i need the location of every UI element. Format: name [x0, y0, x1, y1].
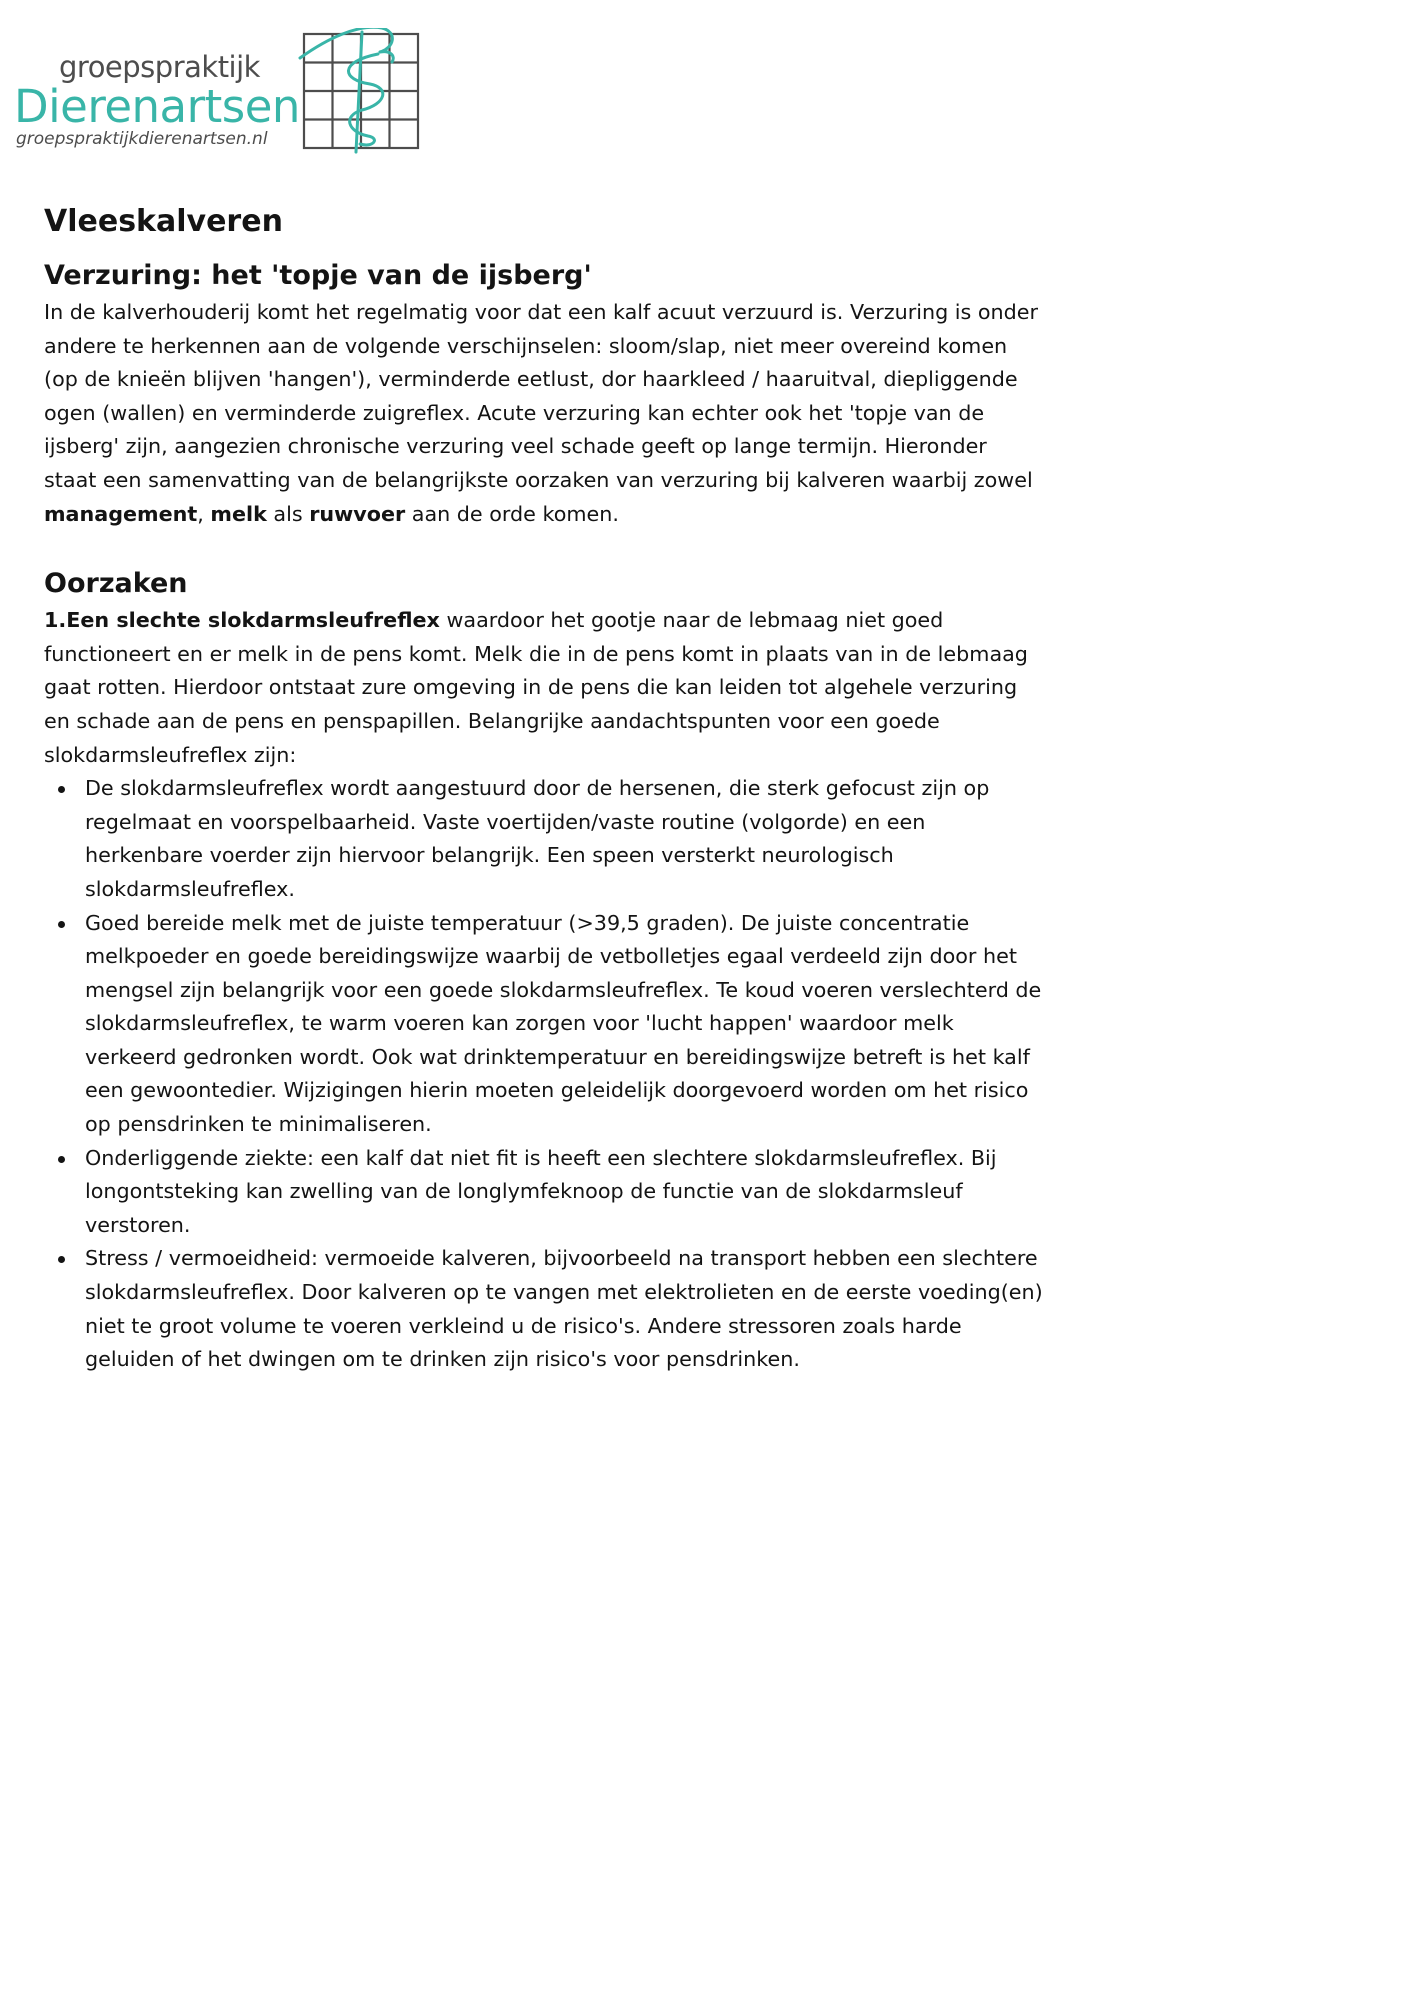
- logo: [12, 28, 422, 160]
- list-item: Stress / vermoeidheid: vermoeide kalveren, bijvoorbeeld na transport hebben een slechtere slokdarmsleufreflex. Door kalveren op te vangen met elektrolieten en de eerste voeding(en) niet te groot volume te voeren verkleind u de risico's. Andere stressoren zoals harde geluiden of het dwingen om te drinken zijn risico's voor pensdrinken.: [85, 1242, 1044, 1376]
- logo-line2: Dierenartsen: [14, 80, 300, 133]
- cause-1-paragraph: [44, 604, 1044, 772]
- intro-separator: ,: [197, 501, 211, 526]
- document-body: [44, 202, 1044, 1377]
- logo-line1: groepspraktijk: [59, 50, 260, 84]
- intro-end: aan de orde komen.: [405, 501, 619, 526]
- logo-url: groepspraktijkdierenartsen.nl: [16, 129, 268, 149]
- intro-paragraph: [44, 296, 1044, 531]
- cause-1-text: waardoor het gootje naar de lebmaag niet goed functioneert en er melk in de pens komt. Melk die in de pens komt in plaats van in de lebmaag gaat rotten. Hierdoor ontstaat zure omgeving in de pens die kan leiden tot algehele verzuring en schade aan de pens en penspapillen. Belangrijke aandachtspunten voor een goede slokdarmsleufreflex zijn:: [44, 608, 1028, 767]
- intro-text: In de kalverhouderij komt het regelmatig voor dat een kalf acuut verzuurd is. Verzuring is onder andere te herkennen aan de volgende verschijnselen: sloom/slap, niet meer overeind komen (op de knieën blijven 'hangen'), verminderde eetlust, dor haarkleed / haaruitval, diepliggende ogen (wallen) en verminderde zuigreflex. Acute verzuring kan echter ook het 'topje van de ijsberg' zijn, aangezien chronische verzuring veel schade geeft op lange termijn. Hieronder staat een samenvatting van de belangrijkste oorzaken van verzuring bij kalveren waarbij zowel: [44, 300, 1039, 492]
- section-heading-oorzaken: Oorzaken: [44, 568, 188, 600]
- section-heading-verzuring: Verzuring: het 'topje van de ijsberg': [44, 260, 592, 291]
- keyword-management: management: [44, 501, 198, 526]
- attention-points-list: [44, 772, 1044, 1377]
- cause-1-title: 1.Een slechte slokdarmsleufreflex: [44, 608, 440, 633]
- intro-connector: als: [266, 501, 310, 526]
- logo-grid-snake-icon: [298, 28, 422, 154]
- keyword-melk: melk: [210, 501, 267, 526]
- page-title: Vleeskalveren: [44, 204, 283, 239]
- list-item: Goed bereide melk met de juiste temperatuur (>39,5 graden). De juiste concentratie melkpoeder en goede bereidingswijze waarbij de vetbolletjes egaal verdeeld zijn door het mengsel zijn belangrijk voor een goede slokdarmsleufreflex. Te koud voeren verslechterd de slokdarmsleufreflex, te warm voeren kan zorgen voor 'lucht happen' waardoor melk verkeerd gedronken wordt. Ook wat drinktemperatuur en bereidingswijze betreft is het kalf een gewoontedier. Wijzigingen hierin moeten geleidelijk doorgevoerd worden om het risico op pensdrinken te minimaliseren.: [85, 907, 1044, 1142]
- list-item: De slokdarmsleufreflex wordt aangestuurd door de hersenen, die sterk gefocust zijn op regelmaat en voorspelbaarheid. Vaste voertijden/vaste routine (volgorde) en een herkenbare voerder zijn hiervoor belangrijk. Een speen versterkt neurologisch slokdarmsleufreflex.: [85, 772, 1044, 906]
- keyword-ruwvoer: ruwvoer: [309, 501, 406, 526]
- list-item: Onderliggende ziekte: een kalf dat niet fit is heeft een slechtere slokdarmsleufreflex. Bij longontsteking kan zwelling van de longlymfeknoop de functie van de slokdarmsleuf verstoren.: [85, 1142, 1044, 1243]
